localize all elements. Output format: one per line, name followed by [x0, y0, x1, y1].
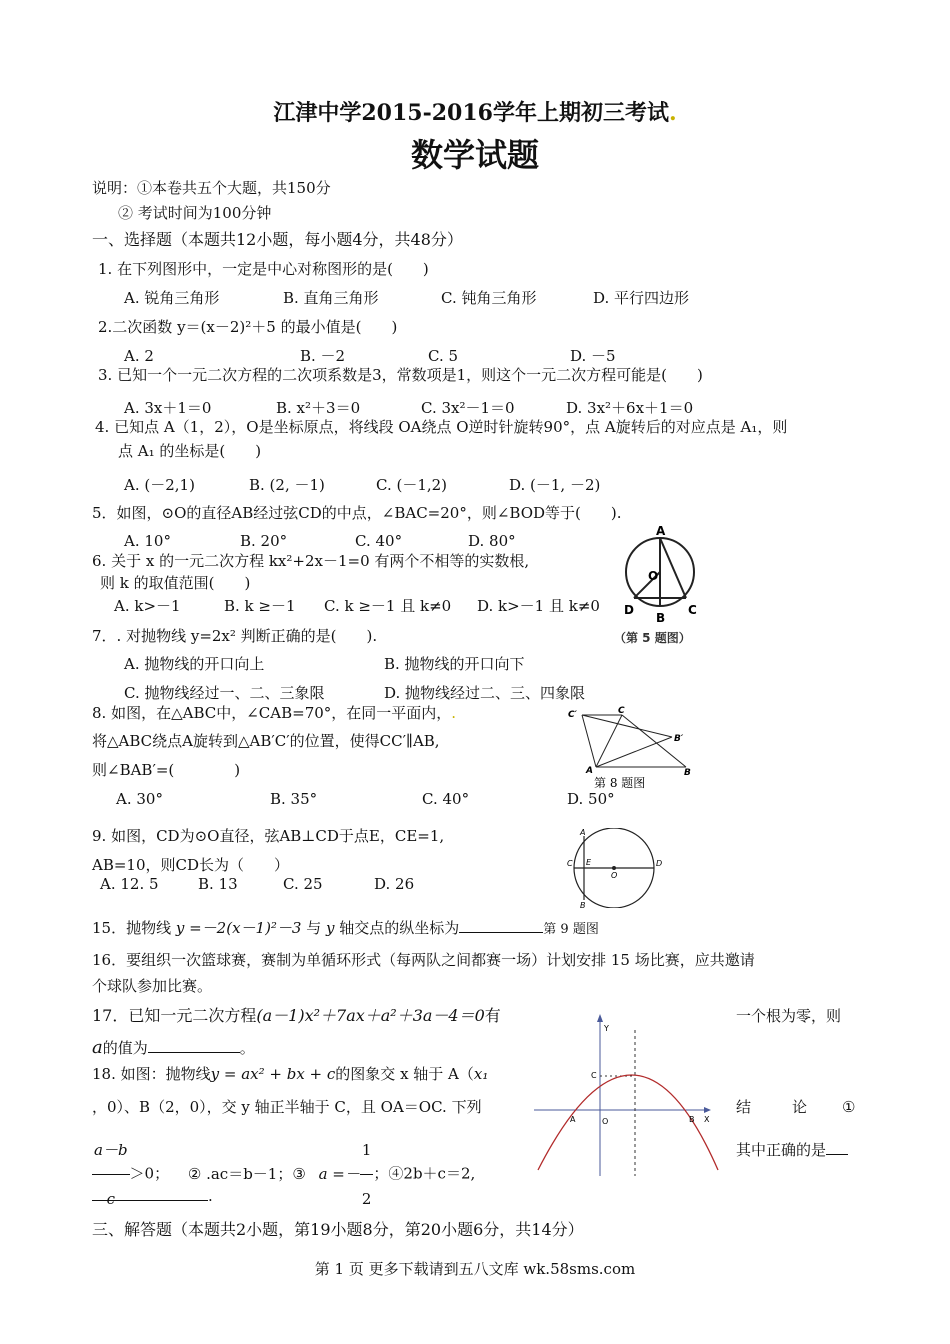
q8-label-b: B — [684, 768, 691, 778]
q6-stem-cont: 则 k 的取值范围( ) — [100, 574, 251, 592]
q9-label-e: E — [586, 858, 592, 867]
exam-title-text: 江津中学2015-2016学年上期初三考试 — [273, 100, 669, 126]
q18-c4: ；④2b＋c＝2, — [373, 1164, 476, 1183]
q18-end: . — [208, 1187, 213, 1205]
q4-stem: 4. 已知点 A（1，2），O是坐标原点，将线段 OA绕点 O逆时针旋转90°，点 A旋转后的对应点是 A₁，则 — [95, 418, 788, 436]
q9-label-a: A — [580, 828, 586, 837]
q8-segment-c1b1 — [582, 715, 672, 737]
q2-option-c: C. 5 — [428, 347, 459, 365]
q17-line-2 — [92, 1038, 255, 1058]
q17-mid: 有 — [484, 1006, 501, 1025]
q6-option-b: B. k ≥－1 — [224, 597, 296, 615]
q5-label-o: O — [648, 569, 659, 583]
q8-stem — [92, 703, 456, 723]
q2-option-b: B. －2 — [300, 347, 346, 365]
q9-label-c: C — [567, 859, 573, 868]
q18-frac-num: a－b — [92, 1126, 130, 1175]
q8-stem-text: 8. 如图，在△ABC中，∠CAB=70°，在同一平面内， — [92, 704, 452, 722]
q18-figure — [534, 1010, 730, 1176]
q18-label-x: X — [704, 1115, 710, 1124]
q8-segment-ac — [596, 715, 622, 767]
q9-figure — [564, 828, 668, 908]
q3-option-d: D. 3x²＋6x＋1＝0 — [566, 399, 694, 417]
q3-stem: 3. 已知一个一元二次方程的二次项系数是3，常数项是1，则这个一元二次方程可能是( ) — [98, 366, 703, 384]
q8-caption: 第 8 题图 — [594, 776, 646, 790]
q5-stem: 5．如图，⊙O的直径AB经过弦CD的中点，∠BAC=20°，则∠BOD等于( ). — [92, 504, 622, 522]
section-1-heading: 一、选择题（本题共12小题，每小题4分，共48分） — [92, 230, 463, 249]
q1-option-c: C. 钝角三角形 — [441, 289, 537, 307]
q18-right-3-text: 其中正确的是 — [736, 1141, 827, 1159]
q15-var: y — [326, 919, 335, 937]
q18-expr: y = ax² + bx + c — [210, 1065, 336, 1083]
q17-var: a — [92, 1037, 103, 1058]
q17-expr: (a－1)x²＋7ax＋a²＋3a－4＝0 — [256, 1006, 485, 1025]
q8-label-b1: B′ — [674, 734, 684, 744]
q3-option-a: A. 3x＋1＝0 — [124, 399, 212, 417]
q18-label-o: O — [602, 1117, 609, 1126]
q9-center-dot — [612, 866, 616, 870]
q18-x1: x₁ — [473, 1065, 489, 1083]
q5-label-d: D — [624, 603, 634, 617]
q15-post2: 轴交点的纵坐标为 — [334, 919, 460, 937]
q7-option-d: D. 抛物线经过二、三、四象限 — [384, 684, 586, 702]
q4-option-d: D. (－1, －2) — [509, 476, 601, 494]
q7-stem: 7．. 对抛物线 y=2x² 判断正确的是( ). — [92, 627, 378, 645]
q18-line-2: ，0）、B（2，0），交 y 轴正半轴于 C，且 OA＝OC. 下列 — [92, 1098, 482, 1116]
q8-segment-ab1 — [596, 737, 672, 767]
q18-mid: 的图象交 x 轴于 A（ — [335, 1065, 474, 1083]
q8-label-a: A — [586, 766, 593, 776]
q8-stem-cont2: 则∠BAB′=( ) — [92, 761, 241, 779]
q18-frac-den: c — [106, 1190, 115, 1208]
q2-option-a: A. 2 — [124, 347, 154, 365]
q4-option-c: C. (－1,2) — [376, 476, 448, 494]
q15-answer-blank — [459, 918, 543, 933]
q7-option-c: C. 抛物线经过一、二、三象限 — [124, 684, 325, 702]
q8-option-d: D. 50° — [567, 790, 615, 808]
subject-title: 数学试题 — [410, 136, 539, 174]
q5-label-a: A — [656, 524, 666, 538]
q5-option-d: D. 80° — [468, 532, 516, 550]
q18-c3-fraction — [360, 1126, 374, 1223]
q18-label-b: B — [689, 1115, 695, 1124]
q5-label-c: C — [688, 603, 697, 617]
section-3-heading: 三、解答题（本题共2小题，第19小题8分，第20小题6分，共14分） — [92, 1220, 584, 1239]
q6-option-d: D. k>－1 且 k≠0 — [477, 597, 600, 615]
q8-dot: . — [451, 704, 457, 722]
q17-end: 。 — [239, 1039, 255, 1057]
q9-label-d: D — [656, 859, 663, 868]
q18-label-c: C — [591, 1071, 597, 1080]
q18-fraction — [92, 1126, 130, 1223]
q18-pre: 18. 如图：抛物线 — [92, 1065, 211, 1083]
q8-option-c: C. 40° — [422, 790, 470, 808]
q9-option-b: B. 13 — [198, 875, 238, 893]
q18-line-4 — [92, 1186, 213, 1206]
q18-y-arrow-icon — [597, 1014, 603, 1022]
q2-stem: 2.二次函数 y＝(x－2)²＋5 的最小值是( ) — [98, 318, 398, 336]
q9-stem-cont: AB=10，则CD长为（ ） — [92, 856, 290, 874]
q15-post: 与 — [301, 919, 327, 937]
q5-caption: （第 5 题图） — [614, 631, 691, 645]
q9-label-b: B — [580, 901, 586, 908]
q5-option-a: A. 10° — [124, 532, 171, 550]
q17-line-1 — [92, 1004, 501, 1028]
q8-option-b: B. 35° — [270, 790, 318, 808]
q9-caption: 第 9 题图 — [543, 922, 599, 937]
q1-option-b: B. 直角三角形 — [283, 289, 379, 307]
q6-option-c: C. k ≥－1 且 k≠0 — [324, 597, 452, 615]
q7-option-a: A. 抛物线的开口向上 — [124, 655, 265, 673]
q9-stem: 9. 如图，CD为⊙O直径，弦AB⊥CD于点E，CE=1, — [92, 827, 445, 845]
exam-title — [0, 98, 950, 128]
q5-option-b: B. 20° — [240, 532, 288, 550]
q18-x-arrow-icon — [704, 1107, 711, 1113]
q9-label-o: O — [611, 871, 618, 880]
q5-figure — [612, 522, 712, 652]
page-footer: 第 1 页 更多下载请到五八文库 wk.58sms.com — [314, 1260, 636, 1278]
q17-right: 一个根为零，则 — [736, 1007, 842, 1025]
q7-option-b: B. 抛物线的开口向下 — [384, 655, 525, 673]
q8-figure — [562, 703, 702, 793]
q18-label-a: A — [570, 1115, 576, 1124]
q8-label-c: C — [618, 706, 625, 716]
q17-pre: 17．已知一元二次方程 — [92, 1006, 257, 1025]
q3-option-c: C. 3x²－1＝0 — [421, 399, 515, 417]
q4-option-a: A. (－2,1) — [124, 476, 195, 494]
q18-c3-den: 2 — [361, 1190, 372, 1208]
q3-option-b: B. x²＋3＝0 — [276, 399, 361, 417]
q15-pre: 15．抛物线 — [92, 919, 176, 937]
q18-right-2c: ① — [842, 1098, 856, 1116]
q18-label-y: Y — [604, 1024, 609, 1033]
q17-post: 的值为 — [102, 1039, 148, 1057]
q9-option-d: D. 26 — [374, 875, 415, 893]
note-1: 说明：①本卷共五个大题，共150分 — [92, 179, 331, 197]
q6-stem: 6. 关于 x 的一元二次方程 kx²+2x－1=0 有两个不相等的实数根, — [92, 552, 530, 570]
q16-line-1: 16．要组织一次篮球赛，赛制为单循环形式（每两队之间都赛一场）计划安排 15 场比赛，应共邀请 — [92, 951, 755, 969]
q8-segment-c1a — [582, 715, 596, 767]
q17-answer-blank — [148, 1038, 240, 1053]
q4-option-b: B. (2, －1) — [249, 476, 325, 494]
q9-option-c: C. 25 — [283, 875, 323, 893]
q9-option-a: A. 12. 5 — [100, 875, 159, 893]
note-2: ② 考试时间为100分钟 — [118, 204, 272, 222]
q5-label-b: B — [656, 611, 666, 625]
q18-line-1 — [92, 1064, 488, 1084]
q18-c2: ② .ac＝b－1；③ — [187, 1164, 306, 1183]
title-dot: . — [668, 100, 677, 126]
q8-label-c1: C′ — [568, 710, 577, 720]
q2-option-d: D. －5 — [570, 347, 616, 365]
q18-right-2b: 论 — [792, 1098, 808, 1116]
q18-right-3 — [736, 1140, 848, 1160]
q18-answer-blank-a — [826, 1140, 848, 1155]
q8-stem-cont: 将△ABC绕点A旋转到△AB′C′的位置，使得CC′∥AB, — [92, 732, 440, 750]
q16-line-2: 个球队参加比赛。 — [92, 977, 213, 995]
q15-expr: y =－2(x－1)²－3 — [175, 919, 302, 937]
q18-answer-blank-b — [92, 1186, 208, 1201]
q18-c3-pre: a =－ — [318, 1164, 360, 1183]
q15-line — [92, 918, 599, 940]
q8-option-a: A. 30° — [116, 790, 163, 808]
q1-stem: 1. 在下列图形中，一定是中心对称图形的是( ) — [98, 260, 429, 278]
q5-option-c: C. 40° — [355, 532, 403, 550]
q1-option-a: A. 锐角三角形 — [124, 289, 220, 307]
q18-c3-num: 1 — [360, 1126, 374, 1175]
q6-option-a: A. k>－1 — [114, 597, 181, 615]
q18-right-2a: 结 — [736, 1098, 752, 1116]
q18-gt: ＞0； — [129, 1164, 170, 1183]
q1-option-d: D. 平行四边形 — [593, 289, 690, 307]
q4-stem-cont: 点 A₁ 的坐标是( ) — [118, 442, 262, 460]
q18-line-3 — [92, 1126, 475, 1223]
